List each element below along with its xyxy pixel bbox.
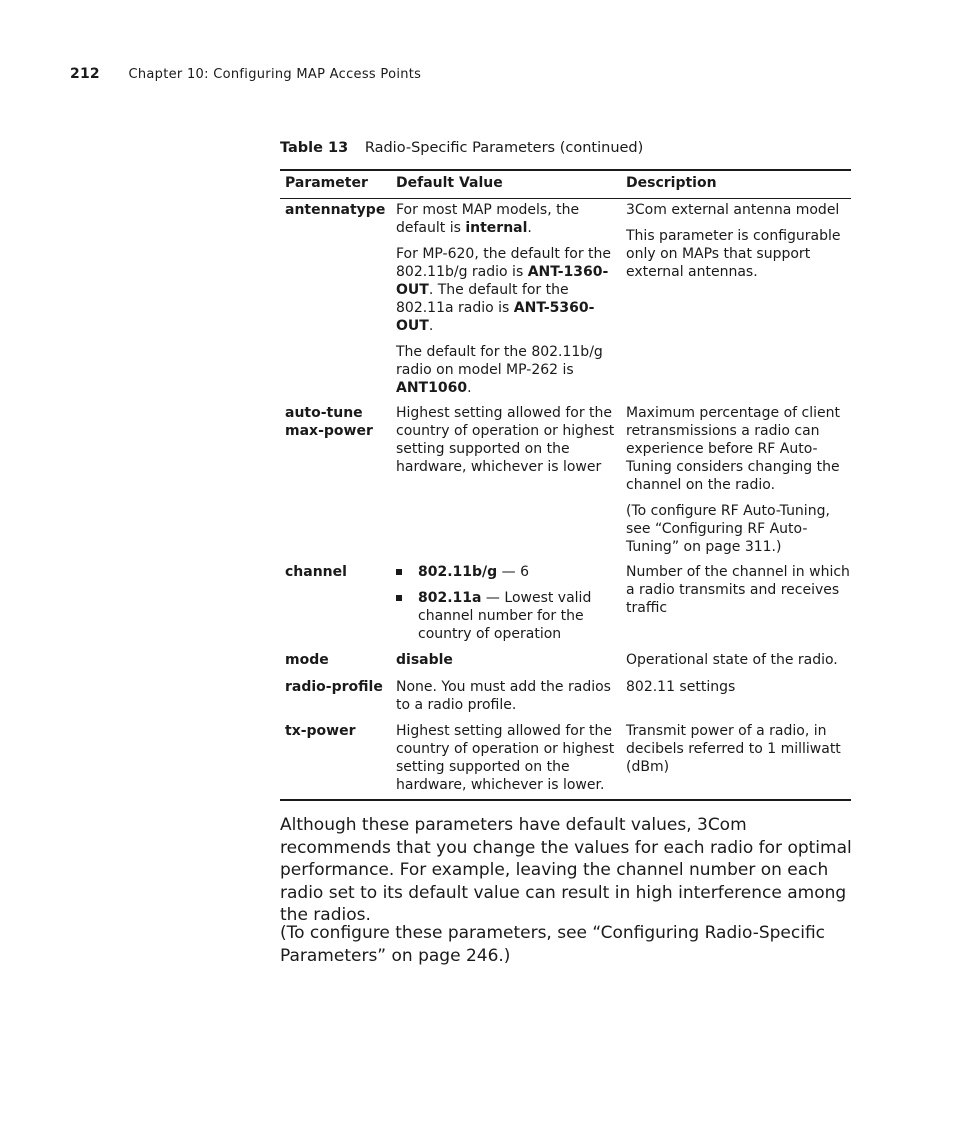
page-number: 212: [70, 66, 100, 82]
text-run-bold: ANT1060: [396, 380, 468, 396]
text-run: .: [428, 318, 434, 334]
table-caption: [280, 140, 643, 156]
bullet-list-item: [396, 589, 618, 643]
desc-antennatype-p1: 3Com external antenna model: [626, 202, 840, 218]
text-run-bold: 802.11b/g: [418, 564, 498, 580]
default-antennatype-p1: [396, 201, 618, 237]
text-run-bold: 802.11a: [418, 590, 482, 606]
running-header: [70, 66, 421, 82]
desc-auto-tune-p1: Maximum percentage of client retransmissions a radio can experience before RF Auto-Tuning considers changing the channel on the radio.: [626, 405, 840, 493]
param-line: max-power: [285, 423, 373, 439]
param-tx-power: tx-power: [285, 723, 356, 739]
body-paragraph-reference: (To configure these parameters, see “Configuring Radio-Specific Parameters” on page 246.): [280, 923, 826, 966]
param-line: auto-tune: [285, 405, 363, 421]
default-antennatype: [396, 201, 618, 405]
desc-auto-tune-p2: (To configure RF Auto-Tuning, see “Configuring RF Auto-Tuning” on page 311.): [626, 503, 830, 555]
param-channel: channel: [285, 564, 347, 580]
desc-tx-power: Transmit power of a radio, in decibels referred to 1 milliwatt (dBm): [626, 723, 841, 775]
text-run-bold: internal: [465, 220, 528, 236]
text-run: For most MAP models, the default is: [396, 202, 580, 236]
default-auto-tune-max-power: Highest setting allowed for the country of operation or highest setting supported on the hardware, whichever is lower: [396, 405, 615, 475]
param-antennatype: antennatype: [285, 202, 386, 218]
table-caption-text: Radio-Specific Parameters (continued): [364, 140, 644, 156]
desc-antennatype: [626, 201, 851, 289]
desc-mode: Operational state of the radio.: [626, 652, 838, 668]
bullet-icon: [396, 595, 402, 601]
default-channel: [396, 563, 618, 651]
text-run: .: [467, 380, 472, 396]
desc-antennatype-p2: This parameter is configurable only on MAPs that support external antennas.: [626, 228, 841, 280]
desc-auto-tune-max-power: [626, 404, 851, 564]
text-run: The default for the 802.11b/g radio on model MP-262 is: [396, 344, 603, 378]
body-paragraph: Although these parameters have default values, 3Com recommends that you change the values for each radio for optimal performance. For example, leaving the channel number on each radio set to its default value can result in high interference among the radios.: [280, 815, 852, 925]
default-mode: disable: [396, 652, 453, 668]
param-mode: mode: [285, 652, 329, 668]
text-run: .: [527, 220, 532, 236]
text-run-bold: ANT-5360-OUT: [396, 300, 595, 334]
text-run-bold: ANT-1360-OUT: [396, 264, 609, 298]
column-header-parameter: Parameter: [285, 175, 368, 191]
param-radio-profile: radio-profile: [285, 679, 383, 695]
chapter-title: Chapter 10: Configuring MAP Access Points: [128, 67, 422, 82]
default-tx-power: Highest setting allowed for the country of operation or highest setting supported on the hardware, whichever is lower.: [396, 723, 615, 793]
text-run: . The default for the 802.11a radio is: [396, 282, 569, 316]
column-header-description: Description: [626, 175, 717, 191]
table-caption-label: Table 13: [280, 140, 349, 156]
desc-channel: Number of the channel in which a radio transmits and receives traffic: [626, 564, 850, 616]
text-run: — Lowest valid channel number for the country of operation: [418, 590, 592, 642]
text-run: For MP-620, the default for the 802.11b/g radio is: [396, 246, 612, 280]
table-top-rule: [280, 169, 851, 171]
param-auto-tune-max-power: [285, 404, 391, 440]
text-run: — 6: [497, 564, 529, 580]
default-antennatype-p3: [396, 343, 618, 397]
table-bottom-rule: [280, 799, 851, 801]
bullet-icon: [396, 569, 402, 575]
default-antennatype-p2: [396, 245, 618, 335]
default-radio-profile: None. You must add the radios to a radio profile.: [396, 679, 611, 713]
table-header-rule: [280, 198, 851, 199]
bullet-list-item: [396, 563, 618, 581]
column-header-default-value: Default Value: [396, 175, 503, 191]
desc-radio-profile: 802.11 settings: [626, 679, 736, 695]
